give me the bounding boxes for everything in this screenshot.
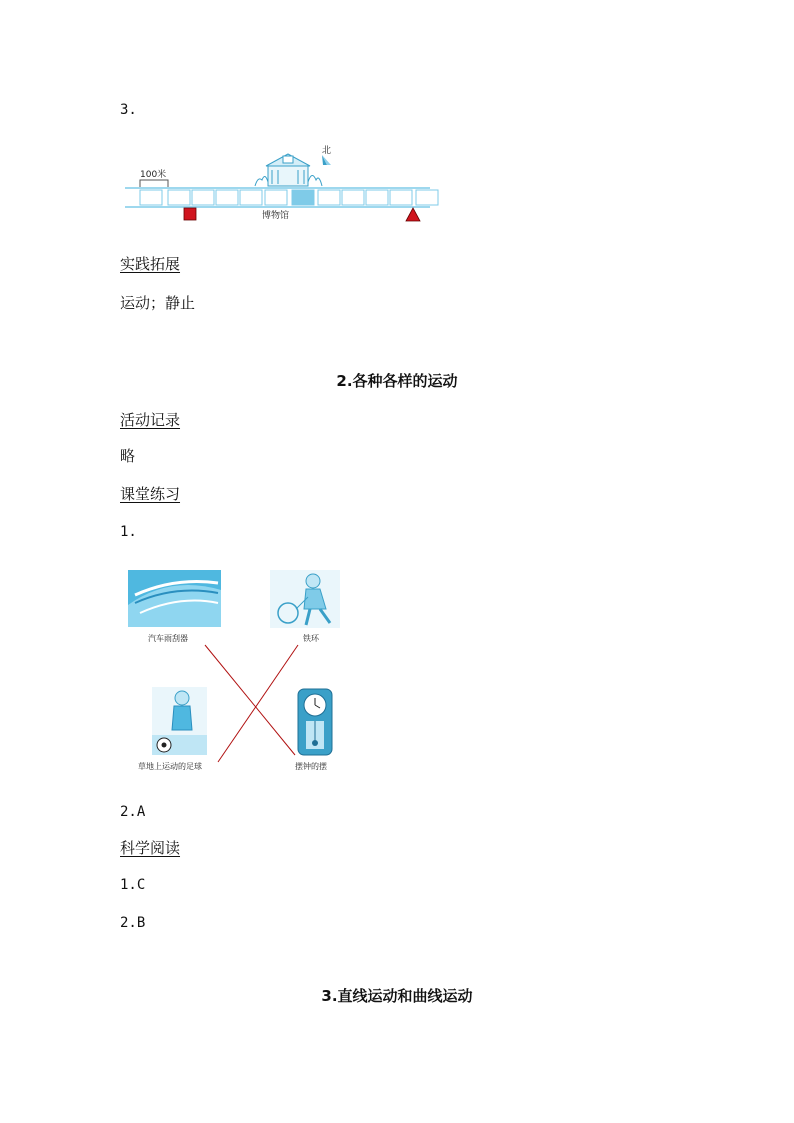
north-label: 北: [322, 146, 332, 156]
street-blocks: [140, 190, 438, 205]
question-number: 1.: [120, 524, 137, 540]
boy-rolling-hoop-image: [270, 570, 340, 628]
match-label-wiper: 汽车雨刮器: [148, 634, 188, 643]
activity-answer: 略: [120, 447, 136, 465]
activity-heading: 活动记录: [120, 411, 181, 429]
match-label-ball: 草地上运动的足球: [138, 762, 202, 771]
street-block: [140, 190, 162, 205]
street-map-figure: [120, 140, 440, 230]
practice-answer: 运动；静止: [120, 294, 196, 312]
museum-label: 博物馆: [262, 211, 290, 221]
street-block: [416, 190, 438, 205]
street-block: [318, 190, 340, 205]
street-block: [192, 190, 214, 205]
street-block: [216, 190, 238, 205]
street-block: [240, 190, 262, 205]
section-title: 2.各种各样的运动: [336, 372, 458, 390]
pendulum-clock-image: [298, 689, 332, 755]
answer-q2: 2.A: [120, 804, 146, 820]
reading-heading: 科学阅读: [120, 839, 181, 857]
classwork-heading: 课堂练习: [120, 485, 181, 503]
practice-heading: 实践拓展: [120, 255, 181, 273]
match-label-pendulum: 摆钟的摆: [295, 762, 327, 771]
street-block: [366, 190, 388, 205]
street-block: [390, 190, 412, 205]
street-block: [265, 190, 287, 205]
matching-figure: [120, 565, 360, 780]
section-title: 3.直线运动和曲线运动: [321, 987, 473, 1005]
reading-answer-1: 1.C: [120, 877, 146, 893]
street-block: [342, 190, 364, 205]
museum-building-icon: [255, 154, 322, 186]
street-block: [168, 190, 190, 205]
red-triangle-marker: [406, 208, 420, 221]
girl-with-football-image: [152, 687, 207, 755]
reading-answer-2: 2.B: [120, 915, 146, 931]
question-number: 3.: [120, 102, 137, 118]
scale-label: 100米: [140, 170, 167, 180]
match-label-hoop: 铁环: [303, 634, 319, 643]
museum-block: [292, 190, 314, 205]
scale-bracket: [140, 180, 168, 187]
match-line-wiper-to-pendulum: [205, 645, 295, 755]
car-wiper-image: [128, 570, 221, 627]
red-square-marker: [184, 208, 196, 220]
